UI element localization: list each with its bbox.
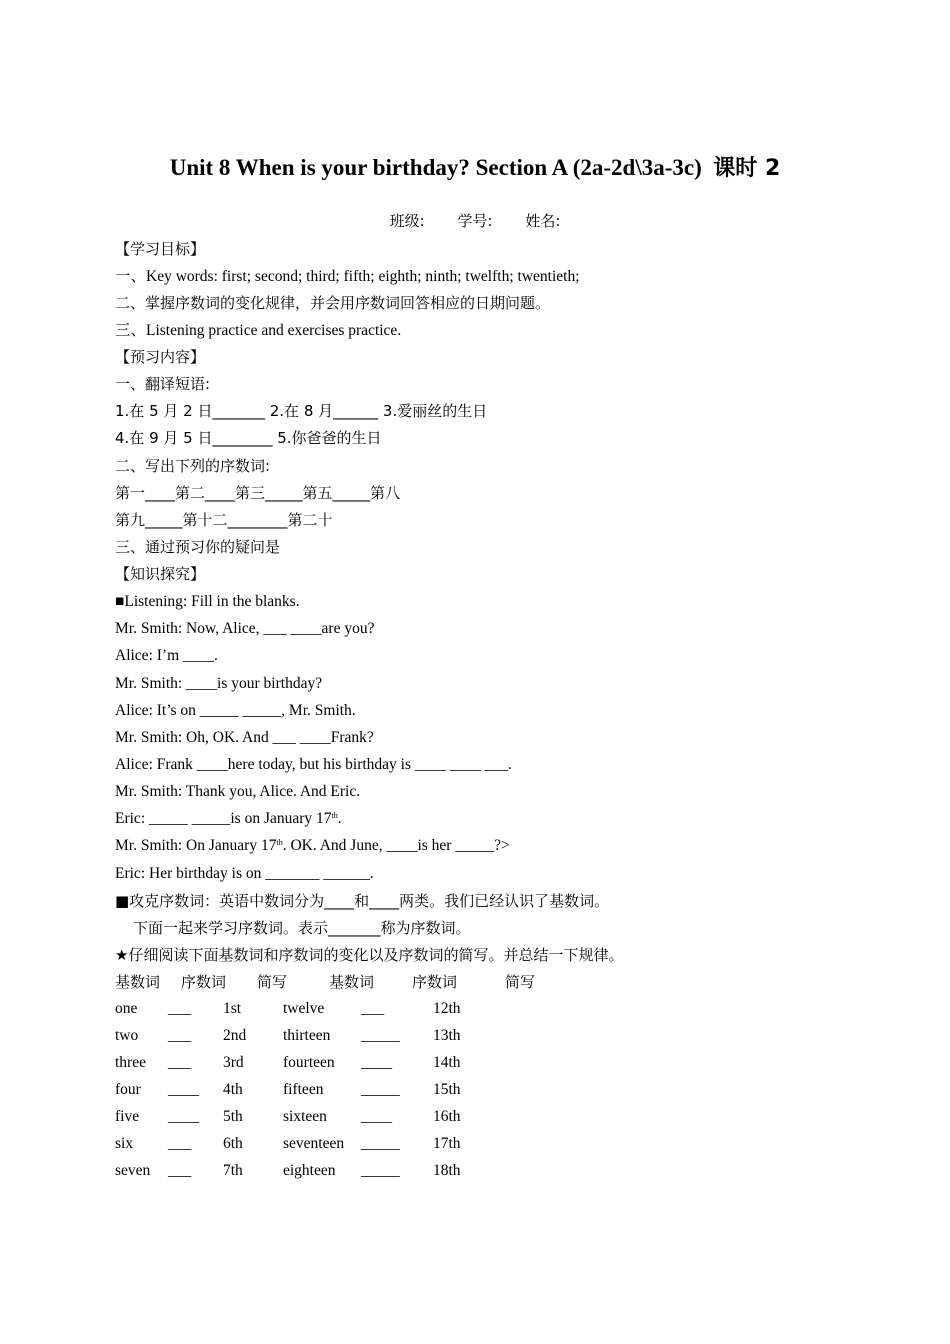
table-header [115, 970, 635, 994]
cardinal-cell: four [115, 1081, 141, 1098]
dialogue-line: Eric: Her birthday is on _______ ______. [115, 865, 374, 882]
abbr-cell: 12th [433, 1000, 461, 1017]
ordinal-blank: ___ [168, 1135, 192, 1152]
student-info-line [0, 209, 950, 233]
explore-heading: 【知识探究】 [115, 565, 206, 583]
cardinal-cell: one [115, 1000, 138, 1017]
objective-text: 一、Key words: first; second; third; fifth; eighth; ninth; twelfth; twentieth; [115, 268, 580, 285]
abbr-cell: 14th [433, 1054, 461, 1071]
dialogue-line: Mr. Smith: Oh, OK. And ___ ____Frank? [115, 729, 374, 746]
cardinal-cell: fifteen [283, 1081, 324, 1098]
dialogue-line: Mr. Smith: Now, Alice, ___ ____are you? [115, 620, 375, 637]
table-row [115, 1051, 635, 1075]
preview-sub1: 一、翻译短语: [115, 375, 211, 393]
cardinal-cell: thirteen [283, 1027, 331, 1044]
abbr-cell: 17th [433, 1135, 461, 1152]
preview-sub3: 三、通过预习你的疑问是 [115, 538, 281, 556]
dialogue-line: Alice: It’s on _____ _____, Mr. Smith. [115, 702, 356, 719]
ordinal-blank: ____ [361, 1054, 392, 1071]
table-row [115, 1105, 635, 1129]
ordinal-blank: ____ [168, 1081, 199, 1098]
cardinal-cell: three [115, 1054, 146, 1071]
title-english: Unit 8 When is your birthday? Section A (2a-2d\3a-3c) [169, 155, 702, 180]
objective-item: 三、Listening practice and exercises practice. [115, 322, 402, 339]
ordinal-blank: ___ [168, 1162, 192, 1179]
abbr-cell: 7th [223, 1162, 243, 1179]
abbr-cell: 18th [433, 1162, 461, 1179]
cardinal-cell: twelve [283, 1000, 325, 1017]
objectives-heading: 【学习目标】 [115, 240, 206, 258]
ordinal-intro-line: ■攻克序数词：英语中数词分为____和____两类。我们已经认识了基数词。 [115, 892, 610, 910]
abbr-cell: 16th [433, 1108, 461, 1125]
table-row [115, 1132, 635, 1156]
student-id-label: 学号: [457, 212, 493, 230]
table-row [115, 1078, 635, 1102]
ordinal-intro-line: 下面一起来学习序数词。表示_______称为序数词。 [133, 919, 471, 937]
dialogue-text: . OK. And June, ____is her _____?> [282, 837, 510, 854]
cardinal-cell: seventeen [283, 1135, 345, 1152]
cardinal-cell: sixteen [283, 1108, 327, 1125]
header-cardinal: 基数词 [115, 973, 161, 991]
listening-title: ■Listening: Fill in the blanks. [115, 593, 300, 610]
dialogue-text: Mr. Smith: On January 17 [115, 837, 277, 854]
dialogue-text: Eric: _____ _____is on January 17 [115, 810, 332, 827]
dialogue-line: Alice: I’m ____. [115, 647, 218, 664]
phrase-line: 1.在 5 月 2 日_______ 2.在 8 月______ 3.爱丽丝的生日 [115, 402, 488, 420]
dialogue-line: Alice: Frank ____here today, but his birthday is ____ ____ ___. [115, 756, 512, 773]
ordinal-blank: _____ [361, 1162, 400, 1179]
ordinal-blanks-line: 第一____第二____第三_____第五_____第八 [115, 484, 401, 502]
dialogue-line [115, 807, 342, 831]
abbr-cell: 5th [223, 1108, 243, 1125]
ordinal-blank: _____ [361, 1081, 400, 1098]
ordinal-suffix: th [331, 811, 338, 820]
cardinal-cell: fourteen [283, 1054, 335, 1071]
ordinal-blank: _____ [361, 1027, 400, 1044]
phrase-line: 4.在 9 月 5 日________ 5.你爸爸的生日 [115, 429, 382, 447]
header-ordinal: 序数词 [181, 973, 227, 991]
abbr-cell: 2nd [223, 1027, 247, 1044]
dialogue-line [115, 834, 510, 858]
preview-sub2: 二、写出下列的序数词: [115, 457, 271, 475]
title-lesson-number: 课时 2 [713, 156, 781, 181]
abbr-cell: 3rd [223, 1054, 244, 1071]
ordinal-blank: ___ [168, 1000, 192, 1017]
preview-heading: 【预习内容】 [115, 348, 206, 366]
ordinal-blank: ____ [168, 1108, 199, 1125]
header-abbr: 简写 [505, 973, 536, 991]
ordinal-blank: ____ [361, 1108, 392, 1125]
name-label: 姓名: [525, 212, 561, 230]
ordinal-blank: _____ [361, 1135, 400, 1152]
objective-item [115, 265, 580, 289]
objective-item: 二、掌握序数词的变化规律，并会用序数词回答相应的日期问题。 [115, 294, 551, 312]
cardinal-cell: five [115, 1108, 140, 1125]
header-abbr: 简写 [257, 973, 288, 991]
ordinal-suffix: th [276, 838, 283, 847]
abbr-cell: 15th [433, 1081, 461, 1098]
cardinal-cell: two [115, 1027, 139, 1044]
dialogue-text: . [337, 810, 342, 827]
ordinal-blank: ___ [361, 1000, 385, 1017]
cardinal-cell: six [115, 1135, 134, 1152]
header-ordinal: 序数词 [412, 973, 458, 991]
cardinal-cell: eighteen [283, 1162, 336, 1179]
instruction-line: ★仔细阅读下面基数词和序数词的变化以及序数词的简写。并总结一下规律。 [115, 946, 624, 964]
class-label: 班级: [389, 212, 425, 230]
page-title [0, 151, 950, 186]
header-cardinal: 基数词 [329, 973, 375, 991]
cardinal-cell: seven [115, 1162, 151, 1179]
abbr-cell: 4th [223, 1081, 243, 1098]
ordinal-blanks-line: 第九_____第十二________第二十 [115, 511, 333, 529]
table-row [115, 1024, 635, 1048]
ordinal-blank: ___ [168, 1054, 192, 1071]
dialogue-line: Mr. Smith: Thank you, Alice. And Eric. [115, 783, 361, 800]
dialogue-line: Mr. Smith: ____is your birthday? [115, 675, 323, 692]
abbr-cell: 6th [223, 1135, 243, 1152]
abbr-cell: 1st [223, 1000, 242, 1017]
ordinal-blank: ___ [168, 1027, 192, 1044]
abbr-cell: 13th [433, 1027, 461, 1044]
table-row [115, 1159, 635, 1183]
table-row [115, 997, 635, 1021]
